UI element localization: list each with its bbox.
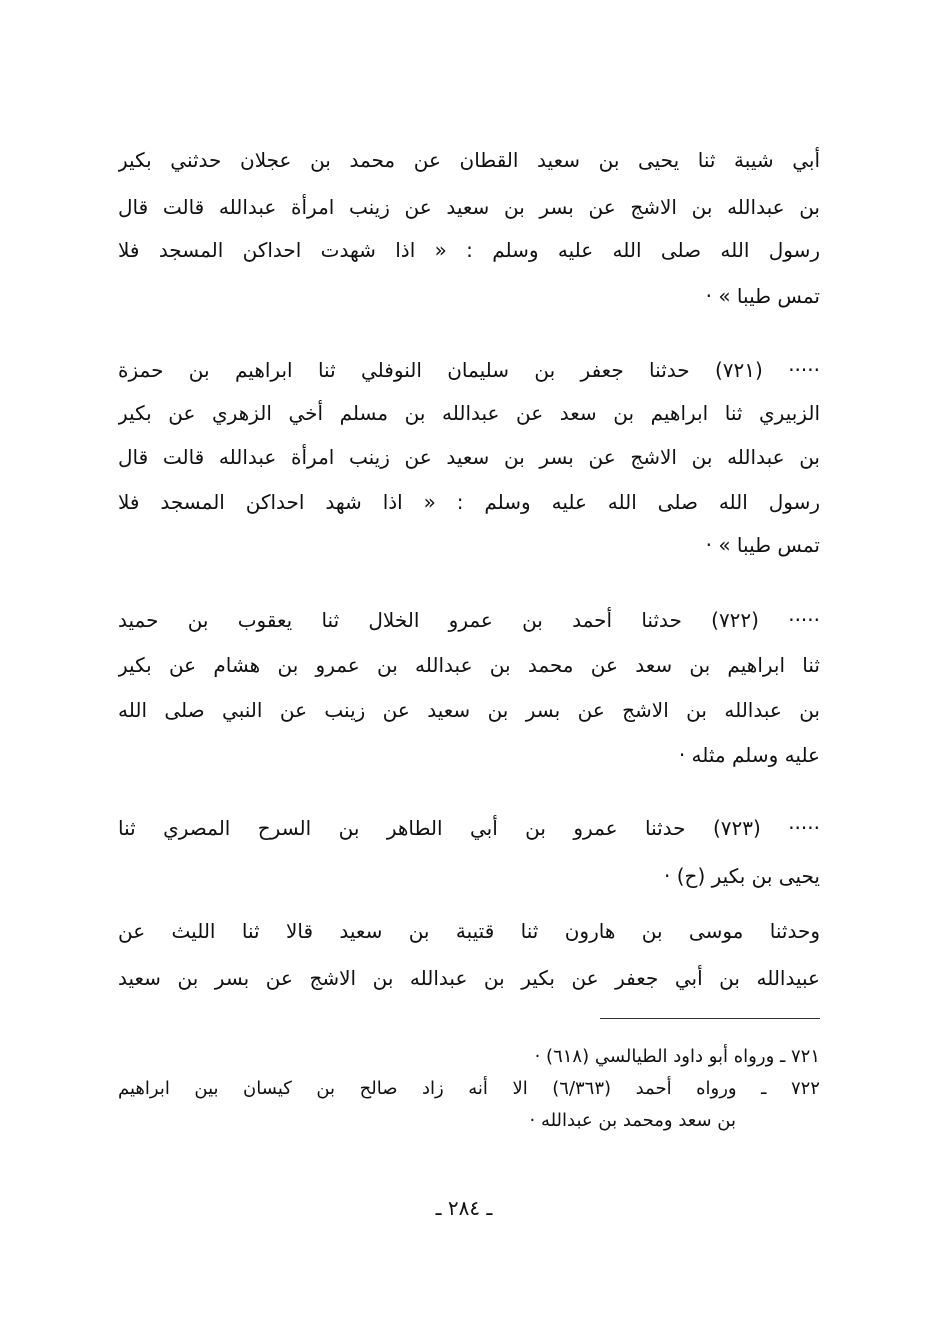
body-line: عبيدالله بن أبي جعفر عن بكير بن عبدالله بن الاشج عن بسر بن سعيد: [118, 966, 820, 990]
footnote-721: ٧٢١ ـ ورواه أبو داود الطيالسي (٦١٨) ·: [534, 1046, 820, 1067]
body-line: رسول الله صلى الله عليه وسلم : « اذا شهد احداكن المسجد فلا: [118, 490, 820, 514]
hadith-721-heading: ····· (٧٢١) حدثنا جعفر بن سليمان النوفلي ثنا ابراهيم بن حمزة: [118, 358, 820, 382]
body-line: بن عبدالله بن الاشج عن بسر بن سعيد عن زينب عن النبي صلى الله: [118, 698, 820, 722]
footnote-722: ٧٢٢ ـ ورواه أحمد (٦/٣٦٣) الا أنه زاد صالح بن كيسان بين ابراهيم: [118, 1078, 820, 1099]
page-number: ـ ٢٨٤ ـ: [435, 1196, 493, 1220]
body-line: يحيى بن بكير (ح) ·: [664, 864, 820, 888]
body-line: ثنا ابراهيم بن سعد عن محمد بن عبدالله بن عمرو بن هشام عن بكير: [118, 653, 820, 677]
hadith-723-heading: ····· (٧٢٣) حدثنا عمرو بن أبي الطاهر بن السرح المصري ثنا: [118, 816, 820, 840]
body-line: تمس طيبا » ·: [705, 284, 820, 308]
body-line: أبي شيبة ثنا يحيى بن سعيد القطان عن محمد بن عجلان حدثني بكير: [118, 148, 820, 172]
body-line: رسول الله صلى الله عليه وسلم : « اذا شهدت احداكن المسجد فلا: [118, 238, 820, 262]
body-line: تمس طيبا » ·: [705, 533, 820, 557]
body-line: بن عبدالله بن الاشج عن بسر بن سعيد عن زينب امرأة عبدالله قالت قال: [118, 195, 820, 219]
body-line: عليه وسلم مثله ·: [678, 743, 820, 767]
body-line: بن عبدالله بن الاشج عن بسر بن سعيد عن زينب امرأة عبدالله قالت قال: [118, 445, 820, 469]
body-line: الزبيري ثنا ابراهيم بن سعد عن عبدالله بن مسلم أخي الزهري عن بكير: [118, 401, 820, 425]
footnote-722-continuation: بن سعد ومحمد بن عبدالله ·: [529, 1110, 736, 1131]
hadith-722-heading: ····· (٧٢٢) حدثنا أحمد بن عمرو الخلال ثنا يعقوب بن حميد: [118, 608, 820, 632]
body-line: وحدثنا موسى بن هارون ثنا قتيبة بن سعيد قالا ثنا الليث عن: [118, 919, 820, 943]
footnote-divider: [600, 1018, 820, 1019]
